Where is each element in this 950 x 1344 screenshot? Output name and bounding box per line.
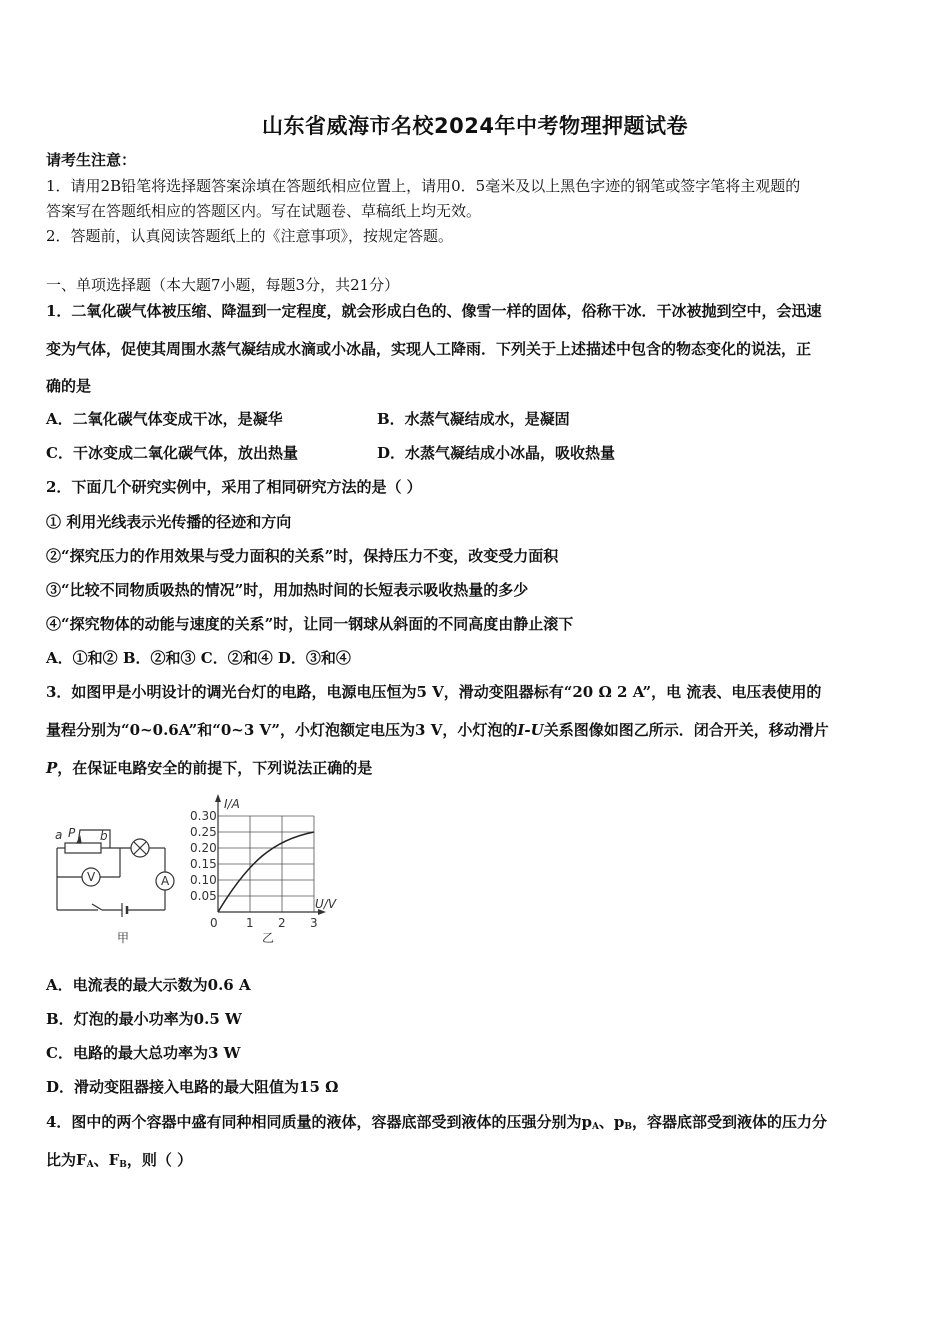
q2-stem: 2．下面几个研究实例中，采用了相同研究方法的是（ ） — [46, 478, 422, 496]
section-heading: 一、单项选择题（本大题7小题，每题3分，共21分） — [46, 276, 400, 294]
q3-option-a: A．电流表的最大示数为0.6 A — [46, 976, 251, 994]
notice-item-1b: 答案写在答题纸相应的答题区内。写在试题卷、草稿纸上均无效。 — [46, 202, 482, 220]
page-title: 山东省威海市名校2024年中考物理押题试卷 — [262, 114, 688, 138]
y-axis-label: I/A — [224, 797, 240, 811]
rheostat-resistor — [65, 843, 101, 853]
y-tick-label: 0.30 — [190, 809, 217, 823]
x-tick-labels — [246, 916, 318, 930]
q4-line1-b: ，容器底部受到液体的压力分 — [632, 1113, 828, 1131]
q4-line1 — [46, 1112, 827, 1137]
x-axis-label: U/V — [315, 897, 337, 911]
circuit-diagram — [57, 830, 174, 917]
q3-line2-a: 量程分别为“0~0.6A”和“0~3 V”，小灯泡额定电压为3 V，小灯泡的 — [46, 721, 518, 739]
y-tick-labels — [190, 809, 217, 903]
q3-p-symbol: P — [46, 759, 58, 777]
q3-line3-b: ，在保证电路安全的前提下，下列说法正确的是 — [57, 759, 373, 777]
q4-sub-fa: A — [86, 1160, 94, 1170]
q4-sub-a: A — [591, 1122, 599, 1132]
circuit-caption: 甲 — [117, 931, 130, 945]
q2-item-4: ④“探究物体的动能与速度的关系”时，让同一钢球从斜面的不同高度由静止滚下 — [46, 615, 574, 633]
y-tick-label: 0.05 — [190, 889, 217, 903]
q4-line2 — [46, 1150, 192, 1175]
q4-line2-b: ，则（ ） — [126, 1151, 193, 1169]
q3-option-c: C．电路的最大总功率为3 W — [46, 1044, 241, 1062]
iu-graph — [190, 794, 337, 945]
y-tick-label: 0.15 — [190, 857, 217, 871]
q3-line3 — [46, 758, 372, 778]
notice-heading: 请考生注意： — [46, 151, 137, 169]
x-tick-label: 3 — [310, 916, 318, 930]
notice-item-2: 2．答题前，认真阅读答题纸上的《注意事项》，按规定答题。 — [46, 227, 454, 245]
q1-option-a: A．二氧化碳气体变成干冰，是凝华 — [46, 410, 283, 428]
q2-item-3: ③“比较不同物质吸热的情况”时，用加热时间的长短表示吸收热量的多少 — [46, 581, 529, 599]
q4-sub-b: B — [624, 1122, 633, 1132]
q1-line3: 确的是 — [46, 377, 92, 395]
x-tick-label: 1 — [246, 916, 254, 930]
q1-option-b: B．水蒸气凝结成水，是凝固 — [377, 410, 570, 428]
label-b: b — [100, 829, 108, 843]
y-tick-label: 0.10 — [190, 873, 217, 887]
y-axis-arrow — [215, 794, 221, 802]
origin-label: 0 — [210, 916, 218, 930]
q1-option-d: D．水蒸气凝结成小冰晶，吸收热量 — [377, 444, 616, 462]
graph-caption: 乙 — [262, 931, 275, 945]
q1-line2: 变为气体，促使其周围水蒸气凝结成水滴或小冰晶，实现人工降雨．下列关于上述描述中包含的物态变化的说法，正 — [46, 340, 812, 358]
q3-line2-b: 关系图像如图乙所示．闭合开关，移动滑片 — [543, 721, 829, 739]
y-tick-label: 0.25 — [190, 825, 217, 839]
q3-option-b: B．灯泡的最小功率为0.5 W — [46, 1010, 242, 1028]
q1-option-c: C．干冰变成二氧化碳气体，放出热量 — [46, 444, 298, 462]
q2-options: A．①和② B．②和③ C．②和④ D．③和④ — [46, 649, 351, 667]
ammeter-label: A — [161, 874, 170, 888]
q3-figure — [50, 790, 350, 950]
label-a: a — [55, 828, 63, 842]
notice-item-1a: 1．请用2B铅笔将选择题答案涂填在答题纸相应位置上，请用0．5毫米及以上黑色字迹的钢笔或签字笔将主观题的 — [46, 177, 801, 195]
iu-curve — [218, 832, 314, 912]
q1-line1: 1．二氧化碳气体被压缩、降温到一定程度，就会形成白色的、像雪一样的固体，俗称干冰．干冰被抛到空中，会迅速 — [46, 302, 822, 320]
q3-iu-symbol: I-U — [517, 721, 544, 739]
slider-arrow — [77, 837, 81, 843]
voltmeter-label: V — [87, 870, 96, 884]
graph-grid — [218, 816, 314, 912]
q2-item-1: ① 利用光线表示光传播的径迹和方向 — [46, 513, 292, 531]
switch-blade — [92, 904, 102, 910]
q3-line1: 3．如图甲是小明设计的调光台灯的电路，电源电压恒为5 V，滑动变阻器标有“20 Ω 2 A”，电 流表、电压表使用的 — [46, 683, 822, 701]
y-tick-label: 0.20 — [190, 841, 217, 855]
q4-line1-a: 4．图中的两个容器中盛有同种相同质量的液体，容器底部受到液体的压强分别为p — [46, 1113, 592, 1131]
x-tick-label: 2 — [278, 916, 286, 930]
q4-line2-sep: 、F — [93, 1151, 120, 1169]
q4-line2-a: 比为F — [46, 1151, 87, 1169]
q3-option-d: D．滑动变阻器接入电路的最大阻值为15 Ω — [46, 1078, 339, 1096]
q2-item-2: ②“探究压力的作用效果与受力面积的关系”时，保持压力不变，改变受力面积 — [46, 547, 559, 565]
q4-sep: 、p — [598, 1113, 625, 1131]
label-p: P — [68, 826, 76, 840]
q3-line2 — [46, 720, 829, 740]
q4-sub-fb: B — [119, 1160, 127, 1170]
